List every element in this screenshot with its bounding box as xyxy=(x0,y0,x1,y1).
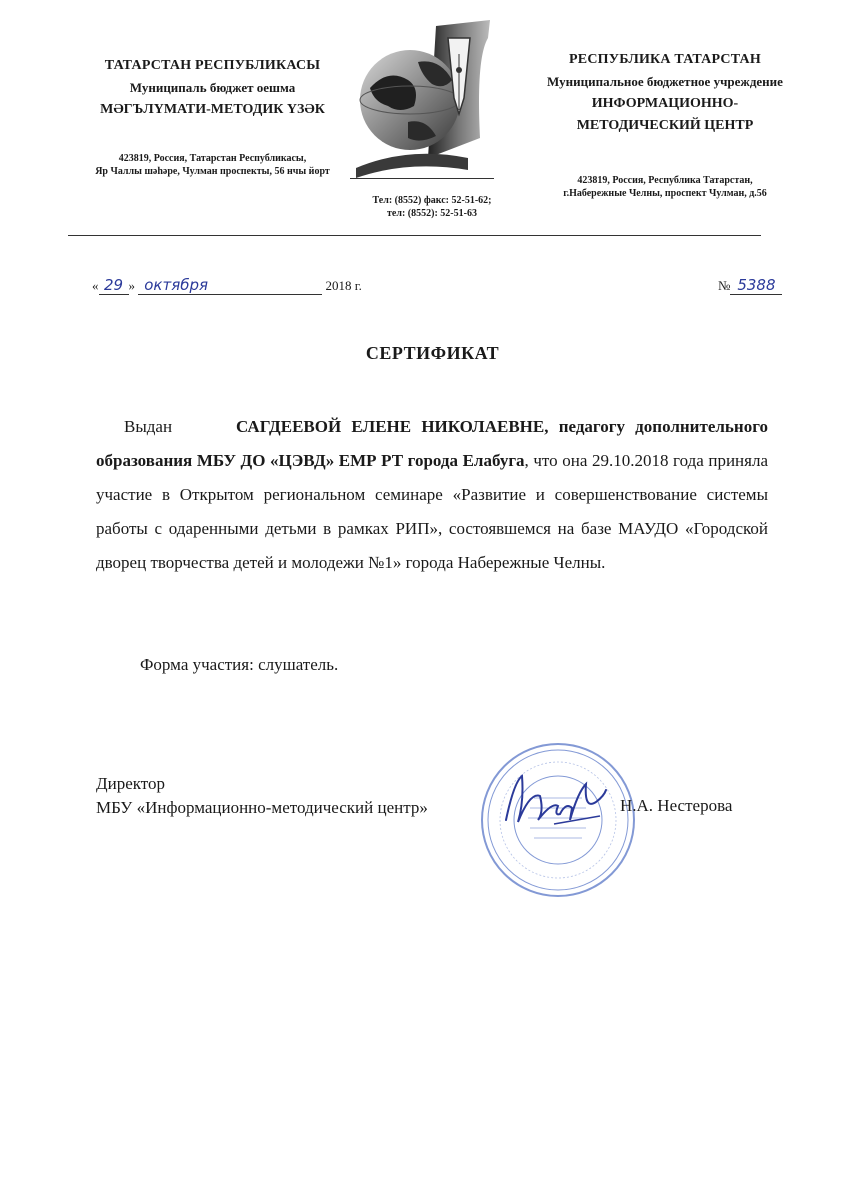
header-left-line2: Муниципаль бюджет оешма xyxy=(129,80,296,95)
header-right-address xyxy=(510,174,820,200)
header-right-address1: 423819, Россия, Республика Татарстан, xyxy=(577,175,753,186)
document-number xyxy=(718,276,782,295)
director-name: Н.А. Нестерова xyxy=(620,796,733,815)
document-date xyxy=(92,276,362,295)
header-left xyxy=(40,58,385,178)
date-day: 29 xyxy=(99,276,129,295)
number-label: № xyxy=(718,278,731,293)
issued-label: Выдан xyxy=(124,417,173,436)
header-right-line3: ИНФОРМАЦИОННО- xyxy=(591,96,739,111)
header-right-line4: МЕТОДИЧЕСКИЙ ЦЕНТР xyxy=(576,118,754,133)
header-right-line1: РЕСПУБЛИКА ТАТАРСТАН xyxy=(569,52,761,67)
tel-line2: тел: (8552): 52-51-63 xyxy=(387,208,477,219)
header-right-line2: Муниципальное бюджетное учреждение xyxy=(547,74,783,89)
signature-block xyxy=(96,772,428,820)
header-right xyxy=(510,52,820,200)
logo-underline xyxy=(350,178,494,179)
director-organization: МБУ «Информационно-методический центр» xyxy=(96,798,428,817)
header-left-line3: МӘГЪЛҮМАТИ-МЕТОДИК ҮЗӘК xyxy=(100,102,325,117)
globe-pen-logo-icon xyxy=(348,18,498,183)
header-left-line1: ТАТАРСТАН РЕСПУБЛИКАСЫ xyxy=(104,58,321,73)
header-left-address1: 423819, Россия, Татарстан Республикасы, xyxy=(118,153,307,164)
handwritten-signature-icon xyxy=(500,762,610,834)
body-text: , что она 29.10.2018 года приняла участие в Открытом региональном семинаре «Развитие и совершенствование системы работы с одаренными детьми в рамках РИП», состоявшемся на базе МАУДО «Городской дворец творчества детей и молодежи №1» города Набережные Челны. xyxy=(96,451,769,572)
tel-line1: Тел: (8552) факс: 52-51-62; xyxy=(372,195,492,206)
header-left-address xyxy=(40,152,385,178)
header-divider xyxy=(68,235,761,236)
header-left-address2: Яр Чаллы шәһәре, Чулман проспекты, 56 нчы йорт xyxy=(95,166,330,177)
recipient: САГДЕЕВОЙ ЕЛЕНЕ НИКОЛАЕВНЕ, педагогу дополнительного образования МБУ ДО «ЦЭВД» ЕМР РТ города Елабуга xyxy=(96,417,768,470)
director-position: Директор xyxy=(96,774,165,793)
form-of-participation: Форма участия: слушатель. xyxy=(140,655,339,674)
header-right-address2: г.Набережные Челны, проспект Чулман, д.56 xyxy=(563,188,767,199)
date-month: октября xyxy=(138,276,322,295)
certificate-body xyxy=(96,410,768,580)
date-close-quote: » xyxy=(128,278,135,293)
date-open-quote: « xyxy=(92,278,99,293)
document-title: СЕРТИФИКАТ xyxy=(365,343,500,363)
contacts xyxy=(352,194,512,220)
number-value: 5388 xyxy=(730,276,782,295)
date-year: 2018 г. xyxy=(325,278,362,293)
